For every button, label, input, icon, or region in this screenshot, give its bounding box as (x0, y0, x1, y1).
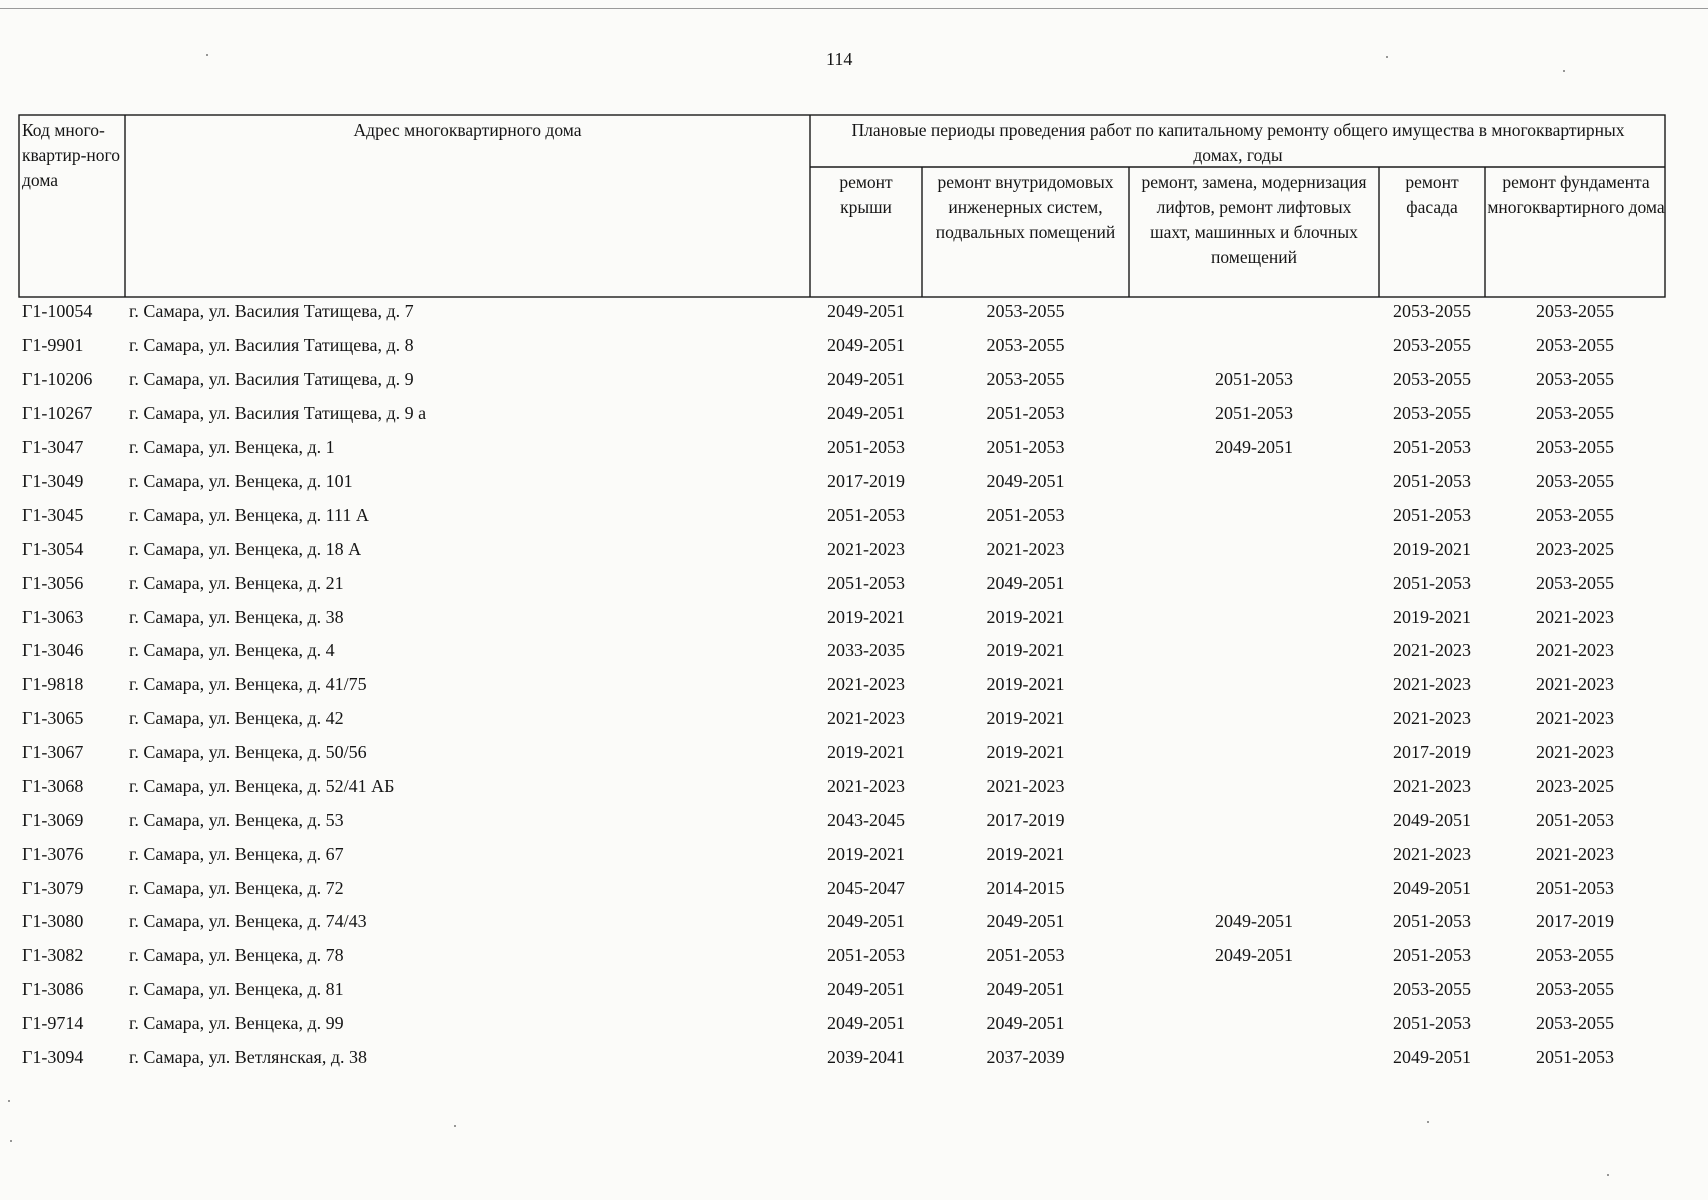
table-row (0, 843, 1708, 877)
row-address: г. Самара, ул. Венцека, д. 81 (129, 979, 344, 999)
row-code: Г1-3080 (22, 911, 84, 931)
row-systems: 2049-2051 (986, 911, 1065, 931)
row-systems: 2021-2023 (986, 539, 1065, 559)
row-facade: 2021-2023 (1393, 674, 1471, 694)
row-address: г. Самара, ул. Василия Татищева, д. 9 а (129, 403, 427, 423)
row-foundation: 2023-2025 (1536, 539, 1614, 559)
row-roof: 2019-2021 (827, 844, 905, 864)
page-number: 114 (826, 49, 853, 69)
header-roof: ремонт крыши (839, 172, 893, 217)
header-address: Адрес многоквартирного дома (353, 120, 582, 140)
header-foundation: ремонт фундамента многоквартирного дома (1487, 172, 1665, 217)
row-lifts: 2051-2053 (1215, 403, 1293, 423)
row-address: г. Самара, ул. Венцека, д. 53 (129, 810, 344, 830)
scan-speck (1607, 1174, 1609, 1176)
row-systems: 2019-2021 (986, 640, 1065, 660)
row-roof: 2049-2051 (827, 335, 905, 355)
row-roof: 2021-2023 (827, 539, 905, 559)
row-foundation: 2051-2053 (1536, 878, 1614, 898)
row-code: Г1-9901 (22, 335, 84, 355)
row-foundation: 2023-2025 (1536, 776, 1614, 796)
row-address: г. Самара, ул. Василия Татищева, д. 7 (129, 301, 414, 321)
row-address: г. Самара, ул. Венцека, д. 4 (129, 640, 335, 660)
row-systems: 2049-2051 (986, 471, 1065, 491)
row-roof: 2051-2053 (827, 945, 905, 965)
scan-speck (454, 1125, 456, 1127)
row-code: Г1-3045 (22, 505, 84, 525)
row-facade: 2053-2055 (1393, 335, 1471, 355)
row-address: г. Самара, ул. Венцека, д. 18 А (129, 539, 362, 559)
row-foundation: 2053-2055 (1536, 1013, 1614, 1033)
row-address: г. Самара, ул. Венцека, д. 42 (129, 708, 344, 728)
row-address: г. Самара, ул. Венцека, д. 1 (129, 437, 335, 457)
table-row (0, 436, 1708, 470)
row-roof: 2019-2021 (827, 607, 905, 627)
row-foundation: 2021-2023 (1536, 844, 1614, 864)
table-row (0, 741, 1708, 775)
row-roof: 2049-2051 (827, 301, 905, 321)
header-code: Код много-квартир-ного дома (22, 120, 121, 190)
row-systems: 2019-2021 (986, 708, 1065, 728)
row-facade: 2021-2023 (1393, 640, 1471, 660)
row-roof: 2043-2045 (827, 810, 905, 830)
row-code: Г1-3094 (22, 1047, 84, 1067)
row-foundation: 2053-2055 (1536, 369, 1614, 389)
row-systems: 2049-2051 (986, 573, 1065, 593)
row-roof: 2049-2051 (827, 979, 905, 999)
row-address: г. Самара, ул. Венцека, д. 21 (129, 573, 344, 593)
row-code: Г1-3068 (22, 776, 84, 796)
table-row (0, 877, 1708, 911)
row-facade: 2019-2021 (1393, 607, 1471, 627)
table-row (0, 673, 1708, 707)
row-facade: 2053-2055 (1393, 369, 1471, 389)
table-row (0, 978, 1708, 1012)
row-roof: 2049-2051 (827, 403, 905, 423)
row-systems: 2053-2055 (986, 369, 1065, 389)
table-row (0, 504, 1708, 538)
row-systems: 2019-2021 (986, 844, 1065, 864)
row-lifts: 2049-2051 (1215, 911, 1293, 931)
row-roof: 2019-2021 (827, 742, 905, 762)
row-roof: 2045-2047 (827, 878, 905, 898)
row-address: г. Самара, ул. Венцека, д. 72 (129, 878, 344, 898)
header-facade: ремонт фасада (1405, 172, 1459, 217)
row-facade: 2051-2053 (1393, 1013, 1471, 1033)
row-systems: 2051-2053 (986, 505, 1065, 525)
header-systems: ремонт внутридомовых инженерных систем, подвальных помещений (935, 172, 1116, 242)
row-foundation: 2053-2055 (1536, 945, 1614, 965)
table-row (0, 944, 1708, 978)
row-code: Г1-9714 (22, 1013, 84, 1033)
row-systems: 2051-2053 (986, 403, 1065, 423)
row-roof: 2021-2023 (827, 776, 905, 796)
row-lifts: 2051-2053 (1215, 369, 1293, 389)
row-address: г. Самара, ул. Венцека, д. 111 А (129, 505, 369, 525)
table-row (0, 707, 1708, 741)
row-systems: 2037-2039 (986, 1047, 1065, 1067)
row-address: г. Самара, ул. Венцека, д. 74/43 (129, 911, 367, 931)
row-roof: 2021-2023 (827, 674, 905, 694)
row-foundation: 2053-2055 (1536, 403, 1614, 423)
row-roof: 2021-2023 (827, 708, 905, 728)
row-facade: 2051-2053 (1393, 505, 1471, 525)
table-row (0, 910, 1708, 944)
row-facade: 2049-2051 (1393, 1047, 1471, 1067)
row-roof: 2033-2035 (827, 640, 905, 660)
row-foundation: 2021-2023 (1536, 742, 1614, 762)
row-systems: 2049-2051 (986, 979, 1065, 999)
row-roof: 2049-2051 (827, 369, 905, 389)
row-roof: 2039-2041 (827, 1047, 905, 1067)
row-systems: 2014-2015 (986, 878, 1065, 898)
row-address: г. Самара, ул. Венцека, д. 78 (129, 945, 344, 965)
row-facade: 2049-2051 (1393, 878, 1471, 898)
row-facade: 2051-2053 (1393, 437, 1471, 457)
scan-speck (10, 1140, 12, 1142)
table-row (0, 402, 1708, 436)
table-row (0, 538, 1708, 572)
table-row (0, 809, 1708, 843)
row-code: Г1-10206 (22, 369, 93, 389)
row-facade: 2021-2023 (1393, 844, 1471, 864)
table-row (0, 572, 1708, 606)
row-address: г. Самара, ул. Ветлянская, д. 38 (129, 1047, 367, 1067)
scan-speck (1427, 1121, 1429, 1123)
row-systems: 2051-2053 (986, 945, 1065, 965)
header-period-group: Плановые периоды проведения работ по капитальному ремонту общего имущества в многоквартирных домах, годы (851, 120, 1625, 165)
row-foundation: 2021-2023 (1536, 708, 1614, 728)
row-facade: 2051-2053 (1393, 573, 1471, 593)
row-foundation: 2053-2055 (1536, 979, 1614, 999)
table-row (0, 368, 1708, 402)
row-address: г. Самара, ул. Венцека, д. 101 (129, 471, 353, 491)
row-foundation: 2051-2053 (1536, 1047, 1614, 1067)
row-systems: 2053-2055 (986, 335, 1065, 355)
row-facade: 2049-2051 (1393, 810, 1471, 830)
row-code: Г1-3067 (22, 742, 84, 762)
row-code: Г1-3079 (22, 878, 84, 898)
scan-speck (1563, 70, 1565, 72)
row-code: Г1-10267 (22, 403, 93, 423)
scan-speck (1386, 56, 1388, 58)
row-address: г. Самара, ул. Венцека, д. 50/56 (129, 742, 367, 762)
row-lifts: 2049-2051 (1215, 437, 1293, 457)
row-systems: 2051-2053 (986, 437, 1065, 457)
row-code: Г1-3047 (22, 437, 84, 457)
row-systems: 2021-2023 (986, 776, 1065, 796)
row-foundation: 2053-2055 (1536, 437, 1614, 457)
row-address: г. Самара, ул. Венцека, д. 67 (129, 844, 344, 864)
row-foundation: 2053-2055 (1536, 335, 1614, 355)
row-address: г. Самара, ул. Венцека, д. 38 (129, 607, 344, 627)
row-code: Г1-3076 (22, 844, 84, 864)
row-foundation: 2053-2055 (1536, 573, 1614, 593)
row-systems: 2049-2051 (986, 1013, 1065, 1033)
row-address: г. Самара, ул. Василия Татищева, д. 9 (129, 369, 414, 389)
row-facade: 2053-2055 (1393, 301, 1471, 321)
row-roof: 2049-2051 (827, 911, 905, 931)
row-foundation: 2053-2055 (1536, 505, 1614, 525)
row-systems: 2019-2021 (986, 674, 1065, 694)
row-facade: 2053-2055 (1393, 403, 1471, 423)
scan-speck (8, 1100, 10, 1102)
row-foundation: 2021-2023 (1536, 640, 1614, 660)
row-facade: 2019-2021 (1393, 539, 1471, 559)
row-code: Г1-9818 (22, 674, 84, 694)
scan-speck (206, 54, 208, 56)
row-code: Г1-3046 (22, 640, 84, 660)
table-row (0, 775, 1708, 809)
row-foundation: 2021-2023 (1536, 607, 1614, 627)
row-code: Г1-3065 (22, 708, 84, 728)
row-code: Г1-3082 (22, 945, 84, 965)
row-facade: 2051-2053 (1393, 911, 1471, 931)
row-address: г. Самара, ул. Василия Татищева, д. 8 (129, 335, 414, 355)
row-roof: 2051-2053 (827, 505, 905, 525)
row-foundation: 2053-2055 (1536, 301, 1614, 321)
row-lifts: 2049-2051 (1215, 945, 1293, 965)
row-code: Г1-3063 (22, 607, 84, 627)
row-systems: 2053-2055 (986, 301, 1065, 321)
row-facade: 2021-2023 (1393, 776, 1471, 796)
row-foundation: 2017-2019 (1536, 911, 1614, 931)
row-systems: 2019-2021 (986, 607, 1065, 627)
table-row (0, 606, 1708, 640)
row-address: г. Самара, ул. Венцека, д. 41/75 (129, 674, 367, 694)
row-foundation: 2051-2053 (1536, 810, 1614, 830)
row-facade: 2051-2053 (1393, 945, 1471, 965)
table-row (0, 639, 1708, 673)
row-code: Г1-3056 (22, 573, 84, 593)
row-roof: 2017-2019 (827, 471, 905, 491)
row-systems: 2017-2019 (986, 810, 1065, 830)
row-facade: 2017-2019 (1393, 742, 1471, 762)
table-row (0, 470, 1708, 504)
row-code: Г1-3049 (22, 471, 84, 491)
row-foundation: 2021-2023 (1536, 674, 1614, 694)
row-roof: 2051-2053 (827, 437, 905, 457)
table-row (0, 300, 1708, 334)
row-facade: 2051-2053 (1393, 471, 1471, 491)
row-facade: 2021-2023 (1393, 708, 1471, 728)
row-roof: 2051-2053 (827, 573, 905, 593)
row-address: г. Самара, ул. Венцека, д. 99 (129, 1013, 344, 1033)
row-code: Г1-3069 (22, 810, 84, 830)
table-row (0, 1046, 1708, 1080)
table-row (0, 1012, 1708, 1046)
row-foundation: 2053-2055 (1536, 471, 1614, 491)
table-row (0, 334, 1708, 368)
row-facade: 2053-2055 (1393, 979, 1471, 999)
row-code: Г1-3086 (22, 979, 84, 999)
row-code: Г1-10054 (22, 301, 93, 321)
row-address: г. Самара, ул. Венцека, д. 52/41 АБ (129, 776, 395, 796)
row-roof: 2049-2051 (827, 1013, 905, 1033)
row-systems: 2019-2021 (986, 742, 1065, 762)
header-lifts: ремонт, замена, модернизация лифтов, ремонт лифтовых шахт, машинных и блочных помещений (1141, 172, 1367, 267)
row-code: Г1-3054 (22, 539, 84, 559)
